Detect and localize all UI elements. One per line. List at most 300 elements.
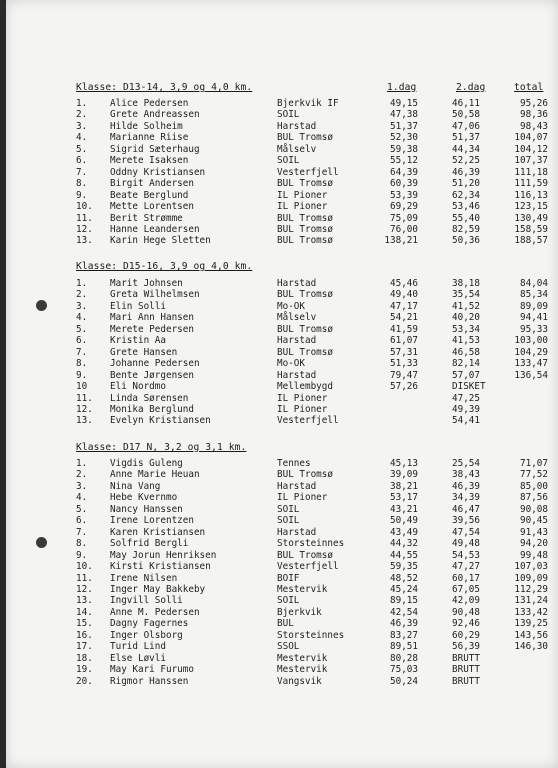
total-time-cell: 77,52: [520, 469, 548, 481]
club-cell: IL Pioner: [277, 201, 328, 213]
rank-cell: 10.: [76, 201, 93, 213]
club-cell: IL Pioner: [277, 403, 328, 415]
column-header-total: total: [514, 82, 544, 93]
total-time-cell: 103,00: [514, 335, 548, 347]
table-row: [6, 178, 558, 190]
total-time-cell: 112,29: [514, 583, 548, 595]
name-cell: Ingvill Solli: [110, 595, 183, 607]
club-cell: Målselv: [277, 143, 317, 155]
day2-time-cell: 47,25: [452, 392, 480, 404]
name-cell: Hebe Kvernmo: [110, 492, 178, 504]
club-cell: BUL Tromsø: [277, 323, 333, 335]
total-time-cell: 90,45: [520, 515, 548, 527]
name-cell: Berit Strømme: [110, 212, 183, 224]
rank-cell: 3.: [76, 120, 88, 132]
name-cell: Greta Wilhelmsen: [110, 289, 200, 301]
day2-time-cell: 40,20: [452, 312, 480, 324]
total-time-cell: 133,42: [514, 606, 548, 618]
day1-time-cell: 41,59: [390, 323, 418, 335]
club-cell: BUL Tromsø: [277, 469, 333, 481]
total-time-cell: 111,59: [514, 178, 548, 190]
table-row: [6, 109, 558, 121]
rank-cell: 6.: [76, 335, 88, 347]
day1-time-cell: 51,37: [390, 120, 418, 132]
day2-time-cell: 52,25: [452, 155, 480, 167]
total-time-cell: 116,13: [514, 189, 548, 201]
table-row: [6, 641, 558, 653]
day1-time-cell: 89,15: [390, 595, 418, 607]
name-cell: Alice Pedersen: [110, 98, 189, 109]
name-cell: Beate Berglund: [110, 189, 189, 201]
name-cell: Kristin Aa: [110, 335, 166, 347]
day1-time-cell: 45,24: [390, 583, 418, 595]
day2-time-cell: 50,36: [452, 235, 480, 247]
rank-cell: 15.: [76, 618, 93, 630]
class-title: Klasse: D15-16, 3,9 og 4,0 km.: [76, 261, 253, 272]
day2-time-cell: 41,53: [452, 335, 480, 347]
name-cell: Hilde Solheim: [110, 120, 183, 132]
club-cell: Vesterfjell: [277, 415, 339, 427]
table-row: [6, 190, 558, 202]
total-time-cell: 104,29: [514, 346, 548, 358]
total-time-cell: 107,03: [514, 561, 548, 573]
club-cell: IL Pioner: [277, 392, 328, 404]
club-cell: BUL Tromsø: [277, 289, 333, 301]
rank-cell: 5.: [76, 323, 88, 335]
day2-time-cell: 46,11: [452, 98, 480, 109]
rank-cell: 9.: [76, 369, 88, 381]
club-cell: SOIL: [277, 109, 300, 121]
day2-time-cell: 90,48: [452, 606, 480, 618]
club-cell: Mo-OK: [277, 300, 305, 312]
day1-time-cell: 47,17: [390, 300, 418, 312]
day1-time-cell: 49,40: [390, 289, 418, 301]
day2-time-cell: 55,40: [452, 212, 480, 224]
table-row: [6, 121, 558, 133]
day1-time-cell: 75,09: [390, 212, 418, 224]
rank-cell: 12.: [76, 223, 93, 235]
rank-cell: 4.: [76, 492, 88, 504]
rank-cell: 18.: [76, 652, 93, 664]
total-time-cell: 90,08: [520, 503, 548, 515]
rank-cell: 10.: [76, 561, 93, 573]
club-cell: Mo-OK: [277, 358, 305, 370]
day1-time-cell: 45,13: [390, 458, 418, 469]
club-cell: Mestervik: [277, 664, 328, 676]
name-cell: Nancy Hanssen: [110, 503, 183, 515]
name-cell: Anne M. Pedersen: [110, 606, 200, 618]
name-cell: Kirsti Kristiansen: [110, 561, 211, 573]
total-time-cell: 188,57: [514, 235, 548, 247]
day1-time-cell: 48,52: [390, 572, 418, 584]
day2-time-cell: 34,39: [452, 492, 480, 504]
rank-cell: 6.: [76, 155, 88, 167]
table-row: [6, 393, 558, 405]
rank-cell: 4.: [76, 132, 88, 144]
day2-time-cell: 38,18: [452, 278, 480, 289]
club-cell: SOIL: [277, 595, 300, 607]
table-row: [6, 381, 558, 393]
rank-cell: 12.: [76, 403, 93, 415]
club-cell: BUL Tromsø: [277, 132, 333, 144]
name-cell: Irene Nilsen: [110, 572, 178, 584]
table-row: [6, 144, 558, 156]
table-row: [6, 404, 558, 416]
table-row: [6, 415, 558, 427]
table-row: [6, 676, 558, 688]
class-title: Klasse: D17 N, 3,2 og 3,1 km.: [76, 442, 247, 453]
day2-time-cell: 92,46: [452, 618, 480, 630]
name-cell: Oddny Kristiansen: [110, 166, 206, 178]
rank-cell: 11.: [76, 212, 93, 224]
day1-time-cell: 53,17: [390, 492, 418, 504]
day1-time-cell: 57,31: [390, 346, 418, 358]
day1-time-cell: 50,49: [390, 515, 418, 527]
rank-cell: 19.: [76, 664, 93, 676]
club-cell: Vangsvik: [277, 675, 322, 687]
club-cell: Mellembygd: [277, 381, 333, 393]
day1-time-cell: 89,51: [390, 641, 418, 653]
day2-time-cell: 53,34: [452, 323, 480, 335]
day1-time-cell: 43,21: [390, 503, 418, 515]
day2-time-cell: DISKET: [452, 381, 486, 393]
total-time-cell: 85,34: [520, 289, 548, 301]
total-time-cell: 91,43: [520, 526, 548, 538]
table-row: [6, 278, 558, 290]
rank-cell: 1.: [76, 458, 88, 469]
table-row: [6, 132, 558, 144]
total-time-cell: 84,04: [520, 278, 548, 289]
name-cell: Elin Solli: [110, 300, 166, 312]
table-row: [6, 335, 558, 347]
total-time-cell: 98,36: [520, 109, 548, 121]
table-row: [6, 504, 558, 516]
day2-time-cell: 44,34: [452, 143, 480, 155]
table-row: [6, 324, 558, 336]
club-cell: Bjerkvik: [277, 606, 322, 618]
total-time-cell: 143,56: [514, 629, 548, 641]
rank-cell: 2.: [76, 469, 88, 481]
table-row: [6, 607, 558, 619]
day1-time-cell: 61,07: [390, 335, 418, 347]
day1-time-cell: 51,33: [390, 358, 418, 370]
day2-time-cell: 39,56: [452, 515, 480, 527]
name-cell: Turid Lind: [110, 641, 166, 653]
day1-time-cell: 45,46: [390, 278, 418, 289]
day1-time-cell: 39,09: [390, 469, 418, 481]
table-row: [6, 573, 558, 585]
table-row: [6, 201, 558, 213]
total-time-cell: 99,48: [520, 549, 548, 561]
club-cell: IL Pioner: [277, 492, 328, 504]
rank-cell: 14.: [76, 606, 93, 618]
day1-time-cell: 49,15: [390, 98, 418, 109]
total-time-cell: 123,15: [514, 201, 548, 213]
day2-time-cell: 60,29: [452, 629, 480, 641]
club-cell: SOIL: [277, 515, 300, 527]
day2-time-cell: 57,07: [452, 369, 480, 381]
club-cell: Harstad: [277, 120, 317, 132]
rank-cell: 1.: [76, 278, 88, 289]
day2-time-cell: BRUTT: [452, 664, 480, 676]
day2-time-cell: BRUTT: [452, 652, 480, 664]
total-time-cell: 104,12: [514, 143, 548, 155]
name-cell: Mette Lorentsen: [110, 201, 194, 213]
day2-time-cell: 49,48: [452, 538, 480, 550]
rank-cell: 3.: [76, 480, 88, 492]
day2-time-cell: 47,06: [452, 120, 480, 132]
club-cell: Harstad: [277, 480, 317, 492]
name-cell: Karen Kristiansen: [110, 526, 206, 538]
day2-time-cell: 49,39: [452, 403, 480, 415]
rank-cell: 6.: [76, 515, 88, 527]
day1-time-cell: 54,21: [390, 312, 418, 324]
rank-cell: 11.: [76, 572, 93, 584]
rank-cell: 2.: [76, 109, 88, 121]
day1-time-cell: 76,00: [390, 223, 418, 235]
total-time-cell: 98,43: [520, 120, 548, 132]
name-cell: Hanne Leandersen: [110, 223, 200, 235]
total-time-cell: 139,25: [514, 618, 548, 630]
day2-time-cell: 41,52: [452, 300, 480, 312]
table-row: [6, 595, 558, 607]
name-cell: Birgit Andersen: [110, 178, 194, 190]
total-time-cell: 71,07: [520, 458, 548, 469]
table-row: [6, 550, 558, 562]
day2-time-cell: 46,47: [452, 503, 480, 515]
table-row: [6, 515, 558, 527]
club-cell: Harstad: [277, 335, 317, 347]
table-row: [6, 155, 558, 167]
day1-time-cell: 80,28: [390, 652, 418, 664]
name-cell: Johanne Pedersen: [110, 358, 200, 370]
day2-time-cell: 47,27: [452, 561, 480, 573]
name-cell: Merete Pedersen: [110, 323, 194, 335]
name-cell: Eli Nordmo: [110, 381, 166, 393]
day1-time-cell: 75,03: [390, 664, 418, 676]
day1-time-cell: 57,26: [390, 381, 418, 393]
rank-cell: 7.: [76, 346, 88, 358]
day2-time-cell: 54,53: [452, 549, 480, 561]
table-row: [6, 213, 558, 225]
table-row: [6, 370, 558, 382]
day2-time-cell: 38,43: [452, 469, 480, 481]
club-cell: Harstad: [277, 278, 317, 289]
class-title: Klasse: D13-14, 3,9 og 4,0 km.: [76, 82, 253, 93]
day1-time-cell: 53,39: [390, 189, 418, 201]
table-row: [6, 167, 558, 179]
table-row: [6, 458, 558, 470]
rank-cell: 3.: [76, 300, 88, 312]
rank-cell: 2.: [76, 289, 88, 301]
day2-time-cell: 50,58: [452, 109, 480, 121]
rank-cell: 4.: [76, 312, 88, 324]
day2-time-cell: 53,46: [452, 201, 480, 213]
table-row: [6, 527, 558, 539]
name-cell: Nina Vang: [110, 480, 161, 492]
total-time-cell: 111,18: [514, 166, 548, 178]
total-time-cell: 85,00: [520, 480, 548, 492]
club-cell: BUL Tromsø: [277, 223, 333, 235]
rank-cell: 12.: [76, 583, 93, 595]
day1-time-cell: 138,21: [384, 235, 418, 247]
club-cell: BOIF: [277, 572, 300, 584]
club-cell: SOIL: [277, 503, 300, 515]
name-cell: Inger May Bakkeby: [110, 583, 206, 595]
total-time-cell: 130,49: [514, 212, 548, 224]
name-cell: Rigmor Hanssen: [110, 675, 189, 687]
day2-time-cell: 62,34: [452, 189, 480, 201]
rank-cell: 9.: [76, 549, 88, 561]
club-cell: BUL Tromsø: [277, 549, 333, 561]
name-cell: Else Løvli: [110, 652, 166, 664]
day1-time-cell: 43,49: [390, 526, 418, 538]
total-time-cell: 87,56: [520, 492, 548, 504]
rank-cell: 7.: [76, 166, 88, 178]
rank-cell: 13.: [76, 595, 93, 607]
name-cell: Mari Ann Hansen: [110, 312, 194, 324]
table-row: [6, 481, 558, 493]
club-cell: Harstad: [277, 526, 317, 538]
day2-time-cell: 51,37: [452, 132, 480, 144]
day1-time-cell: 69,29: [390, 201, 418, 213]
day1-time-cell: 83,27: [390, 629, 418, 641]
day2-time-cell: 60,17: [452, 572, 480, 584]
day2-time-cell: 56,39: [452, 641, 480, 653]
name-cell: Monika Berglund: [110, 403, 194, 415]
name-cell: Solfrid Bergli: [110, 538, 189, 550]
day2-time-cell: 46,58: [452, 346, 480, 358]
total-time-cell: 146,30: [514, 641, 548, 653]
table-row: [6, 630, 558, 642]
club-cell: BUL: [277, 618, 294, 630]
club-cell: Tennes: [277, 458, 311, 469]
name-cell: Merete Isaksen: [110, 155, 189, 167]
day1-time-cell: 60,39: [390, 178, 418, 190]
name-cell: Inger Olsborg: [110, 629, 183, 641]
club-cell: BUL Tromsø: [277, 235, 333, 247]
total-time-cell: 107,37: [514, 155, 548, 167]
name-cell: Linda Sørensen: [110, 392, 189, 404]
name-cell: Bente Jørgensen: [110, 369, 194, 381]
rank-cell: 13.: [76, 235, 93, 247]
club-cell: Bjerkvik IF: [277, 98, 339, 109]
day1-time-cell: 42,54: [390, 606, 418, 618]
table-row: [6, 653, 558, 665]
rank-cell: 9.: [76, 189, 88, 201]
name-cell: May Kari Furumo: [110, 664, 194, 676]
document-page: [6, 0, 558, 768]
day1-time-cell: 50,24: [390, 675, 418, 687]
name-cell: May Jorun Henriksen: [110, 549, 217, 561]
rank-cell: 5.: [76, 143, 88, 155]
club-cell: Vesterfjell: [277, 561, 339, 573]
day1-time-cell: 52,30: [390, 132, 418, 144]
club-cell: Målselv: [277, 312, 317, 324]
club-cell: SSOL: [277, 641, 300, 653]
table-row: [6, 347, 558, 359]
table-row: [6, 538, 558, 550]
club-cell: BUL Tromsø: [277, 212, 333, 224]
table-row: [6, 289, 558, 301]
rank-cell: 7.: [76, 526, 88, 538]
table-row: [6, 358, 558, 370]
day2-time-cell: 46,39: [452, 166, 480, 178]
day2-time-cell: 46,39: [452, 480, 480, 492]
day1-time-cell: 64,39: [390, 166, 418, 178]
total-time-cell: 136,54: [514, 369, 548, 381]
total-time-cell: 158,59: [514, 223, 548, 235]
day1-time-cell: 44,55: [390, 549, 418, 561]
rank-cell: 16.: [76, 629, 93, 641]
rank-cell: 5.: [76, 503, 88, 515]
day1-time-cell: 47,38: [390, 109, 418, 121]
day2-time-cell: 47,54: [452, 526, 480, 538]
table-row: [6, 301, 558, 313]
day1-time-cell: 44,32: [390, 538, 418, 550]
day2-time-cell: 67,05: [452, 583, 480, 595]
total-time-cell: 95,26: [520, 98, 548, 109]
name-cell: Sigrid Sæterhaug: [110, 143, 200, 155]
day1-time-cell: 38,21: [390, 480, 418, 492]
day1-time-cell: 46,39: [390, 618, 418, 630]
total-time-cell: 95,33: [520, 323, 548, 335]
club-cell: Vesterfjell: [277, 166, 339, 178]
total-time-cell: 94,20: [520, 538, 548, 550]
name-cell: Grete Andreassen: [110, 109, 200, 121]
name-cell: Karin Hege Sletten: [110, 235, 211, 247]
day1-time-cell: 59,35: [390, 561, 418, 573]
name-cell: Irene Lorentzen: [110, 515, 194, 527]
club-cell: Storsteinnes: [277, 629, 345, 641]
total-time-cell: 94,41: [520, 312, 548, 324]
table-row: [6, 492, 558, 504]
rank-cell: 20.: [76, 675, 93, 687]
total-time-cell: 131,24: [514, 595, 548, 607]
day2-time-cell: BRUTT: [452, 675, 480, 687]
rank-cell: 13.: [76, 415, 93, 427]
table-row: [6, 584, 558, 596]
table-row: [6, 664, 558, 676]
column-header-day1: 1.dag: [387, 82, 417, 93]
day2-time-cell: 42,09: [452, 595, 480, 607]
club-cell: BUL Tromsø: [277, 178, 333, 190]
name-cell: Grete Hansen: [110, 346, 178, 358]
name-cell: Marianne Riise: [110, 132, 189, 144]
total-time-cell: 104,07: [514, 132, 548, 144]
name-cell: Evelyn Kristiansen: [110, 415, 211, 427]
day2-time-cell: 54,41: [452, 415, 480, 427]
day1-time-cell: 59,38: [390, 143, 418, 155]
total-time-cell: 89,09: [520, 300, 548, 312]
rank-cell: 17.: [76, 641, 93, 653]
rank-cell: 10: [76, 381, 88, 393]
day2-time-cell: 25,54: [452, 458, 480, 469]
column-header-day2: 2.dag: [456, 82, 486, 93]
club-cell: BUL Tromsø: [277, 346, 333, 358]
table-row: [6, 235, 558, 247]
day2-time-cell: 82,59: [452, 223, 480, 235]
rank-cell: 11.: [76, 392, 93, 404]
rank-cell: 8.: [76, 538, 88, 550]
total-time-cell: 133,47: [514, 358, 548, 370]
day2-time-cell: 35,54: [452, 289, 480, 301]
table-row: [6, 98, 558, 110]
total-time-cell: 109,09: [514, 572, 548, 584]
rank-cell: 8.: [76, 358, 88, 370]
day2-time-cell: 51,20: [452, 178, 480, 190]
table-row: [6, 312, 558, 324]
